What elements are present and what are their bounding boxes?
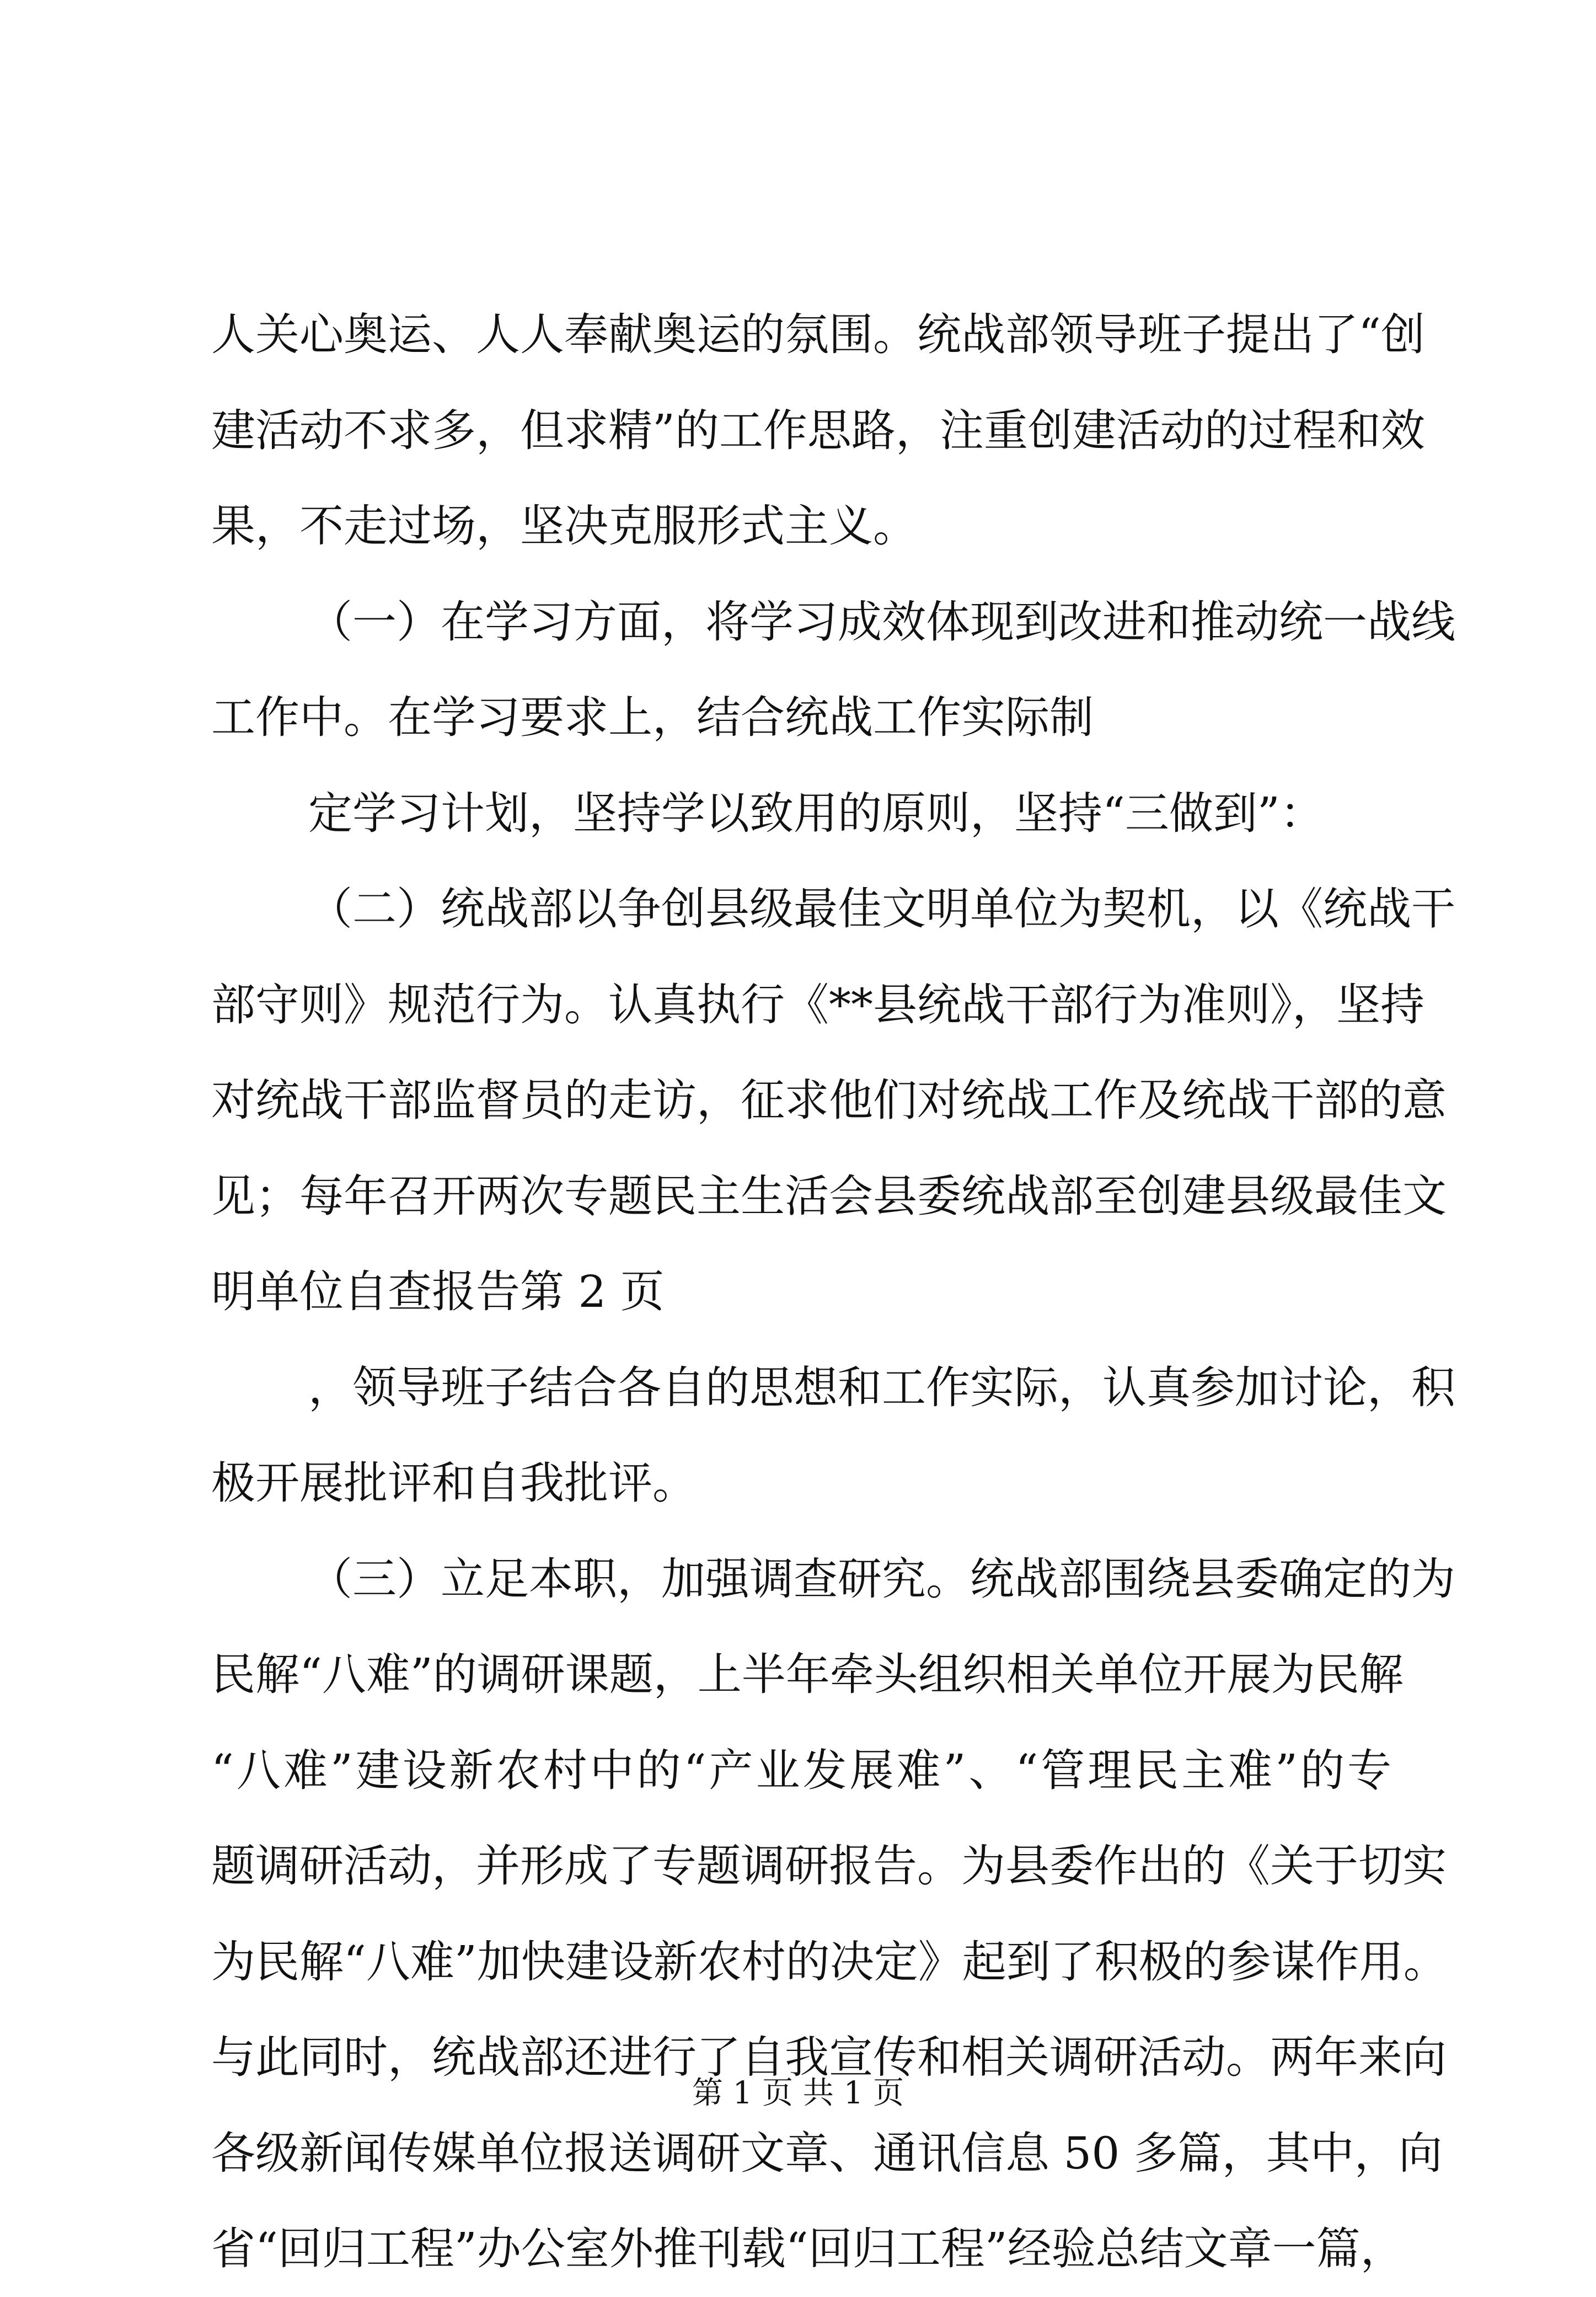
text-line-21: 省“回归工程”办公室外推刊载“回归工程”经验总结文章一篇， — [211, 2223, 1405, 2274]
text-line-16: “八难”建设新农村中的“产业发展难”、“管理民主难”的专 — [211, 1744, 1391, 1796]
text-line-6: 定学习计划，坚持学以致用的原则，坚持“三做到”： — [308, 787, 1324, 839]
page-footer — [0, 2071, 1596, 2116]
text-line-19: 与此同时，统战部还进行了自我宣传和相关调研活动。两年来向 — [211, 2032, 1447, 2083]
text-line-5: 工作中。在学习要求上，结合统战工作实际制 — [211, 692, 1094, 743]
text-line-1: 人关心奥运、人人奉献奥运的氛围。统战部领导班子提出了“创 — [211, 309, 1425, 360]
text-line-15: 民解“八难”的调研课题，上半年牵头组织相关单位开展为民解 — [211, 1649, 1404, 1700]
page-number-label: 第 1 页 共 1 页 — [692, 2075, 904, 2111]
text-line-7: （二）统战部以争创县级最佳文明单位为契机，以《统战干 — [308, 883, 1455, 934]
text-line-2: 建活动不求多，但求精”的工作思路，注重创建活动的过程和效 — [211, 404, 1425, 456]
text-line-4: （一）在学习方面，将学习成效体现到改进和推动统一战线 — [308, 596, 1455, 648]
text-line-17: 题调研活动，并形成了专题调研报告。为县委作出的《关于切实 — [211, 1840, 1447, 1892]
text-line-11: 明单位自查报告第 2 页 — [211, 1266, 665, 1317]
text-line-20: 各级新闻传媒单位报送调研文章、通讯信息 50 多篇，其中，向 — [211, 2127, 1443, 2179]
document-body — [211, 287, 1455, 2297]
text-line-8: 部守则》规范行为。认真执行《**县统战干部行为准则》，坚持 — [211, 979, 1424, 1030]
text-line-14: （三）立足本职，加强调查研究。统战部围绕县委确定的为 — [308, 1553, 1455, 1605]
text-line-9: 对统战干部监督员的走访，征求他们对统战工作及统战干部的意 — [211, 1075, 1447, 1126]
text-line-13: 极开展批评和自我批评。 — [211, 1457, 697, 1509]
text-line-12: ，领导班子结合各自的思想和工作实际，认真参加讨论，积 — [308, 1361, 1455, 1413]
text-line-3: 果，不走过场，坚决克服形式主义。 — [211, 500, 917, 552]
text-line-18: 为民解“八难”加快建设新农村的决定》起到了积极的参谋作用。 — [211, 1936, 1448, 1988]
text-line-10: 见；每年召开两次专题民主生活会县委统战部至创建县级最佳文 — [211, 1170, 1447, 1222]
